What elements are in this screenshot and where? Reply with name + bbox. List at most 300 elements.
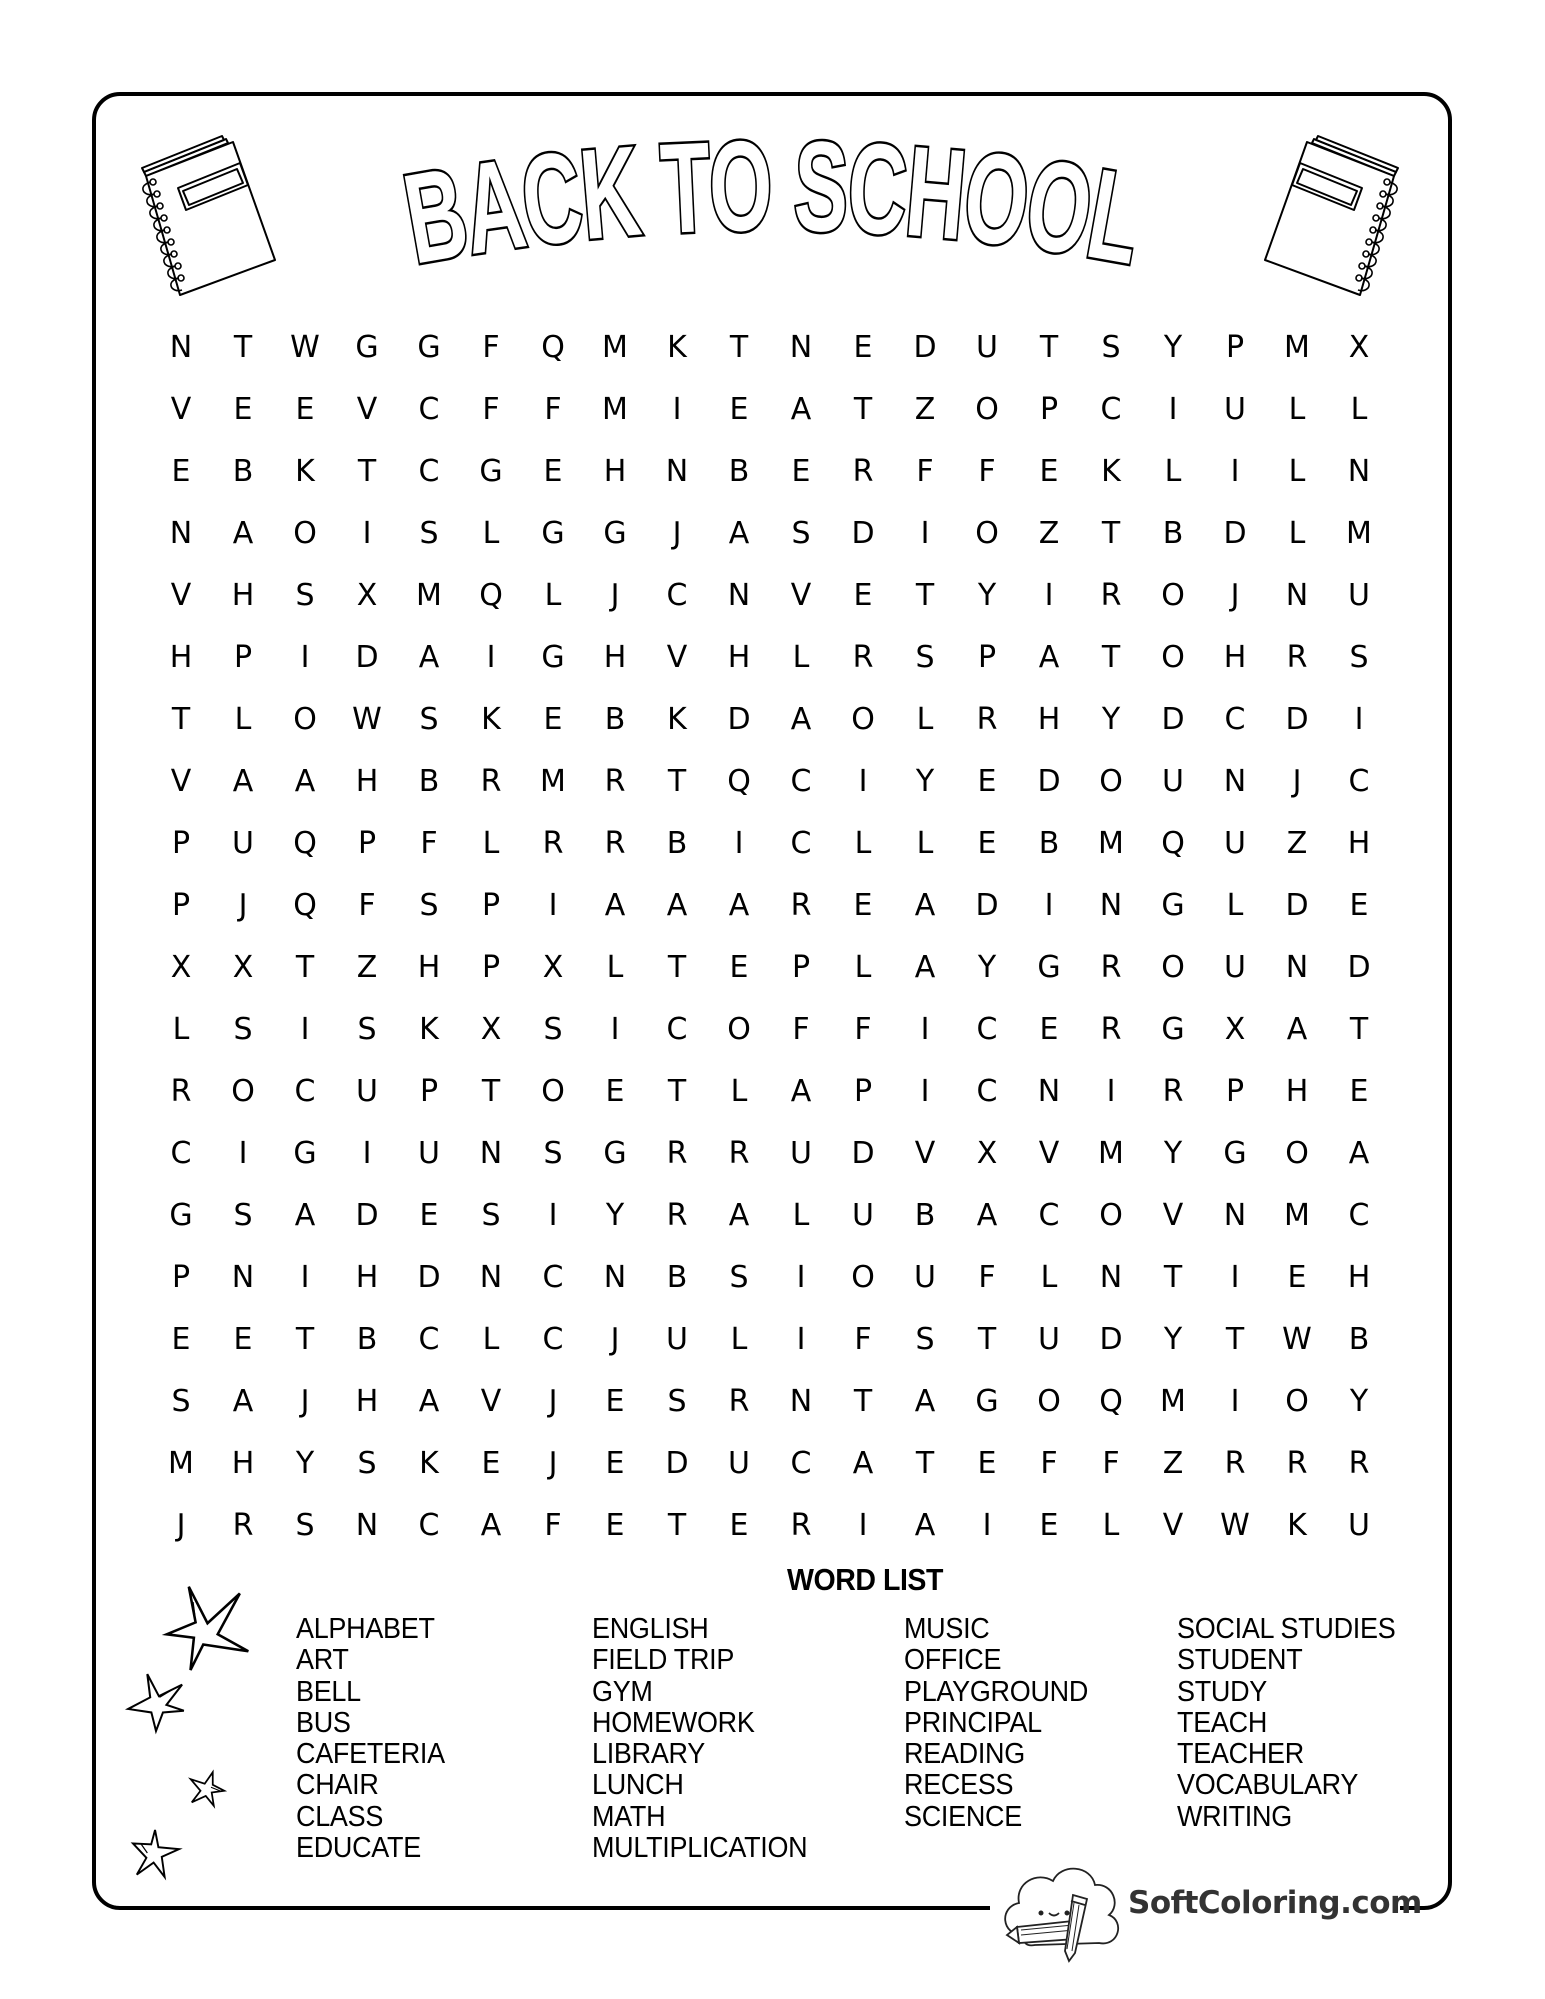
grid-cell[interactable]: G (541, 640, 565, 675)
grid-cell[interactable]: O (975, 392, 999, 427)
grid-cell[interactable]: U (356, 1074, 378, 1109)
grid-cell[interactable]: B (666, 826, 688, 861)
grid-cell[interactable]: K (419, 1012, 439, 1047)
grid-cell[interactable]: O (293, 702, 317, 737)
grid-cell[interactable]: L (730, 1074, 748, 1109)
grid-cell[interactable]: M (540, 764, 566, 799)
grid-cell[interactable]: U (1224, 826, 1246, 861)
grid-cell[interactable]: S (1349, 640, 1369, 675)
grid-cell[interactable]: J (176, 1508, 186, 1543)
grid-cell[interactable]: B (356, 1322, 378, 1357)
grid-cell[interactable]: U (914, 1260, 936, 1295)
grid-cell[interactable]: C (1224, 702, 1246, 737)
grid-cell[interactable]: T (1349, 1012, 1369, 1047)
grid-cell[interactable]: N (479, 1136, 503, 1171)
grid-cell[interactable]: Q (541, 330, 565, 365)
grid-cell[interactable]: E (419, 1198, 439, 1233)
grid-cell[interactable]: R (1348, 1446, 1370, 1481)
grid-cell[interactable]: C (790, 826, 812, 861)
grid-cell[interactable]: J (238, 888, 248, 923)
grid-cell[interactable]: A (790, 1074, 812, 1109)
grid-cell[interactable]: H (231, 1446, 255, 1481)
grid-cell[interactable]: U (232, 826, 254, 861)
grid-cell[interactable]: I (858, 1508, 868, 1543)
grid-cell[interactable]: I (858, 764, 868, 799)
grid-cell[interactable]: I (300, 1012, 310, 1047)
grid-cell[interactable]: T (915, 578, 935, 613)
grid-cell[interactable]: U (728, 1446, 750, 1481)
grid-cell[interactable]: R (1100, 950, 1122, 985)
grid-cell[interactable]: I (982, 1508, 992, 1543)
grid-cell[interactable]: H (603, 454, 627, 489)
grid-cell[interactable]: B (1162, 516, 1184, 551)
grid-cell[interactable]: I (1230, 1260, 1240, 1295)
grid-cell[interactable]: L (792, 1198, 810, 1233)
grid-cell[interactable]: D (355, 640, 379, 675)
grid-cell[interactable]: X (170, 950, 192, 985)
grid-cell[interactable]: S (233, 1198, 253, 1233)
grid-cell[interactable]: Y (977, 950, 997, 985)
grid-cell[interactable]: F (1102, 1446, 1120, 1481)
grid-cell[interactable]: P (481, 888, 501, 923)
grid-cell[interactable]: C (418, 454, 440, 489)
grid-cell[interactable]: N (789, 1384, 813, 1419)
grid-cell[interactable]: R (1224, 1446, 1246, 1481)
grid-cell[interactable]: Q (1099, 1384, 1123, 1419)
grid-cell[interactable]: G (169, 1198, 193, 1233)
grid-cell[interactable]: S (543, 1012, 563, 1047)
grid-cell[interactable]: L (1226, 888, 1244, 923)
grid-cell[interactable]: C (170, 1136, 192, 1171)
grid-cell[interactable]: I (300, 1260, 310, 1295)
grid-cell[interactable]: P (233, 640, 253, 675)
grid-cell[interactable]: G (479, 454, 503, 489)
grid-cell[interactable]: H (603, 640, 627, 675)
grid-cell[interactable]: F (916, 454, 934, 489)
grid-cell[interactable]: Q (293, 826, 317, 861)
grid-cell[interactable]: J (672, 516, 682, 551)
grid-cell[interactable]: T (667, 1508, 687, 1543)
grid-cell[interactable]: N (1285, 578, 1309, 613)
grid-cell[interactable]: J (548, 1384, 558, 1419)
grid-cell[interactable]: L (730, 1322, 748, 1357)
grid-cell[interactable]: S (233, 1012, 253, 1047)
grid-cell[interactable]: V (1162, 1198, 1184, 1233)
grid-cell[interactable]: R (728, 1136, 750, 1171)
grid-cell[interactable]: A (1286, 1012, 1308, 1047)
grid-cell[interactable]: U (976, 330, 998, 365)
grid-cell[interactable]: Y (1101, 702, 1121, 737)
grid-cell[interactable]: I (548, 1198, 558, 1233)
grid-cell[interactable]: A (914, 888, 936, 923)
grid-cell[interactable]: L (606, 950, 624, 985)
grid-cell[interactable]: E (233, 1322, 253, 1357)
grid-cell[interactable]: M (1346, 516, 1372, 551)
grid-cell[interactable]: F (482, 392, 500, 427)
grid-cell[interactable]: R (976, 702, 998, 737)
grid-cell[interactable]: G (1161, 888, 1185, 923)
grid-cell[interactable]: K (481, 702, 501, 737)
grid-cell[interactable]: A (728, 516, 750, 551)
grid-cell[interactable]: D (1347, 950, 1371, 985)
grid-cell[interactable]: H (417, 950, 441, 985)
grid-cell[interactable]: N (1099, 888, 1123, 923)
grid-cell[interactable]: N (1285, 950, 1309, 985)
grid-cell[interactable]: C (418, 1322, 440, 1357)
grid-cell[interactable]: E (171, 454, 191, 489)
grid-cell[interactable]: O (231, 1074, 255, 1109)
grid-cell[interactable]: E (1349, 1074, 1369, 1109)
grid-cell[interactable]: H (231, 578, 255, 613)
grid-cell[interactable]: I (920, 1012, 930, 1047)
grid-cell[interactable]: Q (1161, 826, 1185, 861)
grid-cell[interactable]: E (481, 1446, 501, 1481)
grid-cell[interactable]: M (416, 578, 442, 613)
grid-cell[interactable]: D (851, 516, 875, 551)
grid-cell[interactable]: V (170, 764, 192, 799)
grid-cell[interactable]: P (1225, 1074, 1245, 1109)
grid-cell[interactable]: O (1099, 1198, 1123, 1233)
grid-cell[interactable]: M (1284, 1198, 1310, 1233)
grid-cell[interactable]: T (977, 1322, 997, 1357)
grid-cell[interactable]: R (604, 826, 626, 861)
grid-cell[interactable]: D (1161, 702, 1185, 737)
grid-cell[interactable]: X (356, 578, 378, 613)
grid-cell[interactable]: V (356, 392, 378, 427)
grid-cell[interactable]: C (1348, 1198, 1370, 1233)
grid-cell[interactable]: I (1168, 392, 1178, 427)
grid-cell[interactable]: C (1038, 1198, 1060, 1233)
grid-cell[interactable]: C (666, 578, 688, 613)
grid-cell[interactable]: E (605, 1384, 625, 1419)
grid-cell[interactable]: D (1285, 888, 1309, 923)
grid-cell[interactable]: A (914, 950, 936, 985)
grid-cell[interactable]: S (171, 1384, 191, 1419)
grid-cell[interactable]: I (300, 640, 310, 675)
grid-cell[interactable]: K (1287, 1508, 1307, 1543)
grid-cell[interactable]: E (1039, 1508, 1059, 1543)
grid-cell[interactable]: E (853, 578, 873, 613)
grid-cell[interactable]: A (232, 764, 254, 799)
grid-cell[interactable]: J (1292, 764, 1302, 799)
word-search-grid[interactable] (150, 317, 1390, 1557)
grid-cell[interactable]: G (355, 330, 379, 365)
grid-cell[interactable]: E (729, 392, 749, 427)
grid-cell[interactable]: G (603, 1136, 627, 1171)
grid-cell[interactable]: O (1161, 578, 1185, 613)
grid-cell[interactable]: F (978, 454, 996, 489)
grid-cell[interactable]: M (168, 1446, 194, 1481)
grid-cell[interactable]: E (977, 1446, 997, 1481)
grid-cell[interactable]: R (790, 888, 812, 923)
grid-cell[interactable]: X (480, 1012, 502, 1047)
grid-cell[interactable]: A (1038, 640, 1060, 675)
grid-cell[interactable]: B (604, 702, 626, 737)
grid-cell[interactable]: Y (1349, 1384, 1369, 1419)
grid-cell[interactable]: K (295, 454, 315, 489)
grid-cell[interactable]: R (790, 1508, 812, 1543)
grid-cell[interactable]: D (851, 1136, 875, 1171)
grid-cell[interactable]: N (1037, 1074, 1061, 1109)
grid-cell[interactable]: W (1282, 1322, 1312, 1357)
grid-cell[interactable]: D (1223, 516, 1247, 551)
grid-cell[interactable]: I (1230, 454, 1240, 489)
grid-cell[interactable]: A (790, 392, 812, 427)
grid-cell[interactable]: R (542, 826, 564, 861)
grid-cell[interactable]: V (1038, 1136, 1060, 1171)
grid-cell[interactable]: E (977, 826, 997, 861)
grid-cell[interactable]: F (420, 826, 438, 861)
grid-cell[interactable]: E (543, 454, 563, 489)
grid-cell[interactable]: X (976, 1136, 998, 1171)
grid-cell[interactable]: R (170, 1074, 192, 1109)
grid-cell[interactable]: L (1102, 1508, 1120, 1543)
grid-cell[interactable]: A (976, 1198, 998, 1233)
grid-cell[interactable]: N (665, 454, 689, 489)
grid-cell[interactable]: V (666, 640, 688, 675)
grid-cell[interactable]: C (790, 764, 812, 799)
grid-cell[interactable]: E (853, 330, 873, 365)
grid-cell[interactable]: L (544, 578, 562, 613)
grid-cell[interactable]: U (1348, 1508, 1370, 1543)
grid-cell[interactable]: J (610, 1322, 620, 1357)
grid-cell[interactable]: H (169, 640, 193, 675)
grid-cell[interactable]: P (791, 950, 811, 985)
grid-cell[interactable]: P (1225, 330, 1245, 365)
grid-cell[interactable]: Z (1286, 826, 1308, 861)
grid-cell[interactable]: G (1161, 1012, 1185, 1047)
grid-cell[interactable]: A (232, 1384, 254, 1419)
grid-cell[interactable]: U (1224, 950, 1246, 985)
grid-cell[interactable]: S (419, 516, 439, 551)
grid-cell[interactable]: J (1230, 578, 1240, 613)
grid-cell[interactable]: A (418, 640, 440, 675)
grid-cell[interactable]: A (604, 888, 626, 923)
grid-cell[interactable]: H (727, 640, 751, 675)
grid-cell[interactable]: Y (605, 1198, 625, 1233)
grid-cell[interactable]: O (1161, 640, 1185, 675)
grid-cell[interactable]: S (481, 1198, 501, 1233)
grid-cell[interactable]: V (790, 578, 812, 613)
grid-cell[interactable]: V (170, 392, 192, 427)
grid-cell[interactable]: M (1098, 826, 1124, 861)
grid-cell[interactable]: I (362, 1136, 372, 1171)
grid-cell[interactable]: R (666, 1198, 688, 1233)
grid-cell[interactable]: C (1348, 764, 1370, 799)
grid-cell[interactable]: T (1101, 516, 1121, 551)
grid-cell[interactable]: L (916, 702, 934, 737)
grid-cell[interactable]: I (1044, 578, 1054, 613)
grid-cell[interactable]: K (419, 1446, 439, 1481)
grid-cell[interactable]: Z (1038, 516, 1060, 551)
grid-cell[interactable]: R (232, 1508, 254, 1543)
grid-cell[interactable]: R (1286, 1446, 1308, 1481)
grid-cell[interactable]: R (666, 1136, 688, 1171)
grid-cell[interactable]: E (977, 764, 997, 799)
grid-cell[interactable]: P (481, 950, 501, 985)
grid-cell[interactable]: A (1348, 1136, 1370, 1171)
grid-cell[interactable]: C (418, 392, 440, 427)
grid-cell[interactable]: T (295, 950, 315, 985)
grid-cell[interactable]: T (1163, 1260, 1183, 1295)
grid-cell[interactable]: I (610, 1012, 620, 1047)
grid-cell[interactable]: E (729, 1508, 749, 1543)
grid-cell[interactable]: N (1223, 1198, 1247, 1233)
grid-cell[interactable]: D (1099, 1322, 1123, 1357)
grid-cell[interactable]: E (605, 1446, 625, 1481)
grid-cell[interactable]: I (548, 888, 558, 923)
grid-cell[interactable]: A (294, 764, 316, 799)
grid-cell[interactable]: F (978, 1260, 996, 1295)
grid-cell[interactable]: X (1224, 1012, 1246, 1047)
grid-cell[interactable]: L (1350, 392, 1368, 427)
grid-cell[interactable]: O (541, 1074, 565, 1109)
grid-cell[interactable]: L (172, 1012, 190, 1047)
grid-cell[interactable]: E (729, 950, 749, 985)
grid-cell[interactable]: T (667, 764, 687, 799)
grid-cell[interactable]: T (233, 330, 253, 365)
grid-cell[interactable]: K (1101, 454, 1121, 489)
grid-cell[interactable]: S (1101, 330, 1121, 365)
grid-cell[interactable]: S (419, 702, 439, 737)
grid-cell[interactable]: O (1099, 764, 1123, 799)
grid-cell[interactable]: Y (1163, 330, 1183, 365)
grid-cell[interactable]: X (232, 950, 254, 985)
grid-cell[interactable]: I (1106, 1074, 1116, 1109)
grid-cell[interactable]: Q (727, 764, 751, 799)
grid-cell[interactable]: B (728, 454, 750, 489)
grid-cell[interactable]: Z (1162, 1446, 1184, 1481)
grid-cell[interactable]: P (419, 1074, 439, 1109)
grid-cell[interactable]: E (1039, 1012, 1059, 1047)
grid-cell[interactable]: S (357, 1446, 377, 1481)
grid-cell[interactable]: E (605, 1508, 625, 1543)
grid-cell[interactable]: H (1037, 702, 1061, 737)
grid-cell[interactable]: B (232, 454, 254, 489)
grid-cell[interactable]: W (352, 702, 382, 737)
grid-cell[interactable]: S (295, 578, 315, 613)
grid-cell[interactable]: S (915, 640, 935, 675)
grid-cell[interactable]: M (1098, 1136, 1124, 1171)
grid-cell[interactable]: A (666, 888, 688, 923)
grid-cell[interactable]: Q (479, 578, 503, 613)
grid-cell[interactable]: A (728, 1198, 750, 1233)
grid-cell[interactable]: Y (1163, 1136, 1183, 1171)
grid-cell[interactable]: G (1223, 1136, 1247, 1171)
grid-cell[interactable]: S (667, 1384, 687, 1419)
grid-cell[interactable]: O (727, 1012, 751, 1047)
grid-cell[interactable]: G (1037, 950, 1061, 985)
grid-cell[interactable]: L (854, 950, 872, 985)
grid-cell[interactable]: S (729, 1260, 749, 1295)
grid-cell[interactable]: A (480, 1508, 502, 1543)
grid-cell[interactable]: N (169, 516, 193, 551)
grid-cell[interactable]: E (791, 454, 811, 489)
grid-cell[interactable]: M (1160, 1384, 1186, 1419)
grid-cell[interactable]: X (1348, 330, 1370, 365)
grid-cell[interactable]: E (233, 392, 253, 427)
grid-cell[interactable]: I (796, 1322, 806, 1357)
grid-cell[interactable]: T (853, 392, 873, 427)
grid-cell[interactable]: L (1288, 516, 1306, 551)
grid-cell[interactable]: E (1039, 454, 1059, 489)
grid-cell[interactable]: N (169, 330, 193, 365)
grid-cell[interactable]: Y (915, 764, 935, 799)
grid-cell[interactable]: L (792, 640, 810, 675)
grid-cell[interactable]: I (920, 516, 930, 551)
grid-cell[interactable]: C (294, 1074, 316, 1109)
grid-cell[interactable]: A (418, 1384, 440, 1419)
grid-cell[interactable]: D (417, 1260, 441, 1295)
grid-cell[interactable]: D (975, 888, 999, 923)
grid-cell[interactable]: S (543, 1136, 563, 1171)
grid-cell[interactable]: O (851, 1260, 875, 1295)
grid-cell[interactable]: F (792, 1012, 810, 1047)
grid-cell[interactable]: Z (356, 950, 378, 985)
grid-cell[interactable]: M (1284, 330, 1310, 365)
grid-cell[interactable]: U (418, 1136, 440, 1171)
grid-cell[interactable]: R (604, 764, 626, 799)
grid-cell[interactable]: N (1223, 764, 1247, 799)
grid-cell[interactable]: D (355, 1198, 379, 1233)
grid-cell[interactable]: A (294, 1198, 316, 1233)
grid-cell[interactable]: F (544, 392, 562, 427)
grid-cell[interactable]: C (418, 1508, 440, 1543)
grid-cell[interactable]: C (790, 1446, 812, 1481)
grid-cell[interactable]: S (419, 888, 439, 923)
grid-cell[interactable]: I (734, 826, 744, 861)
grid-cell[interactable]: H (1347, 826, 1371, 861)
grid-cell[interactable]: R (728, 1384, 750, 1419)
grid-cell[interactable]: X (542, 950, 564, 985)
grid-cell[interactable]: T (667, 950, 687, 985)
grid-cell[interactable]: E (605, 1074, 625, 1109)
grid-cell[interactable]: O (1161, 950, 1185, 985)
grid-cell[interactable]: T (1101, 640, 1121, 675)
grid-cell[interactable]: R (852, 454, 874, 489)
grid-cell[interactable]: H (355, 1384, 379, 1419)
grid-cell[interactable]: I (1230, 1384, 1240, 1419)
grid-cell[interactable]: R (1162, 1074, 1184, 1109)
grid-cell[interactable]: L (1288, 454, 1306, 489)
grid-cell[interactable]: R (852, 640, 874, 675)
grid-cell[interactable]: L (482, 516, 500, 551)
grid-cell[interactable]: I (486, 640, 496, 675)
grid-cell[interactable]: G (603, 516, 627, 551)
grid-cell[interactable]: S (915, 1322, 935, 1357)
grid-cell[interactable]: F (358, 888, 376, 923)
grid-cell[interactable]: L (854, 826, 872, 861)
grid-cell[interactable]: E (1287, 1260, 1307, 1295)
grid-cell[interactable]: P (171, 826, 191, 861)
grid-cell[interactable]: U (1038, 1322, 1060, 1357)
grid-cell[interactable]: U (790, 1136, 812, 1171)
grid-cell[interactable]: F (1040, 1446, 1058, 1481)
grid-cell[interactable]: N (479, 1260, 503, 1295)
grid-cell[interactable]: W (290, 330, 320, 365)
grid-cell[interactable]: U (1224, 392, 1246, 427)
grid-cell[interactable]: R (1286, 640, 1308, 675)
grid-cell[interactable]: Y (977, 578, 997, 613)
grid-cell[interactable]: T (1225, 1322, 1245, 1357)
grid-cell[interactable]: B (418, 764, 440, 799)
grid-cell[interactable]: T (667, 1074, 687, 1109)
grid-cell[interactable]: G (293, 1136, 317, 1171)
grid-cell[interactable]: N (355, 1508, 379, 1543)
grid-cell[interactable]: B (666, 1260, 688, 1295)
grid-cell[interactable]: I (1354, 702, 1364, 737)
grid-cell[interactable]: O (1037, 1384, 1061, 1419)
